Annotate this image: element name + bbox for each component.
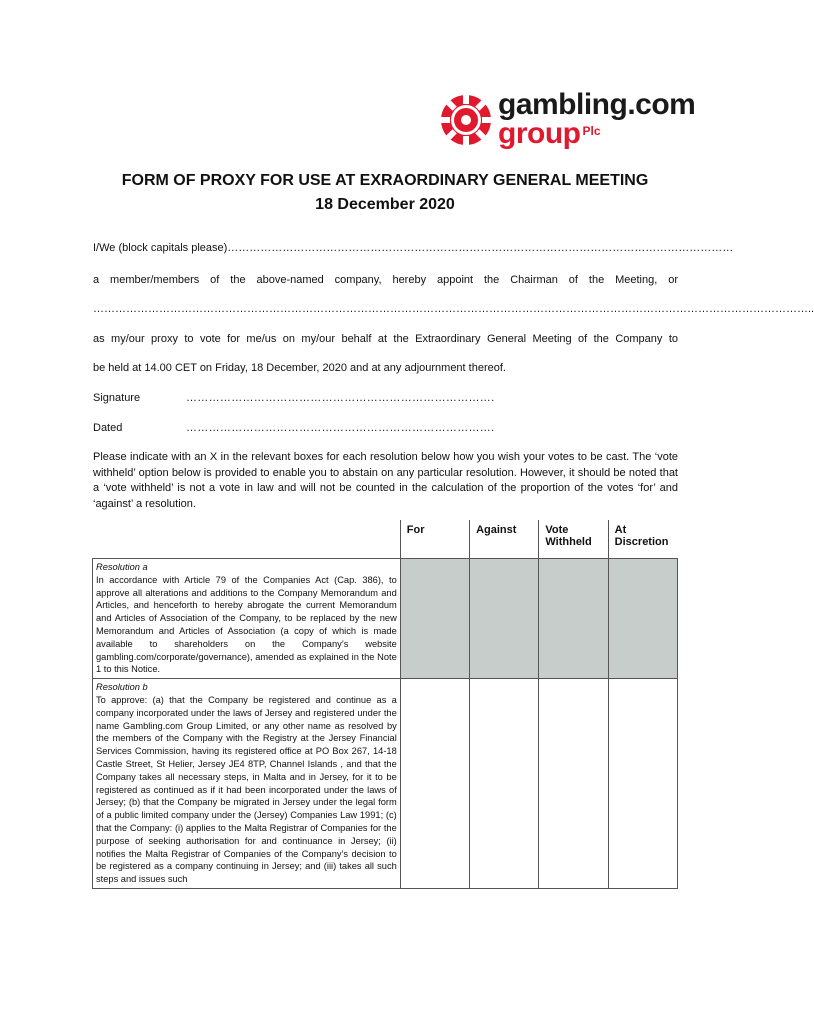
resolution-a-discretion-box[interactable] <box>608 559 677 679</box>
dated-label: Dated <box>93 422 123 434</box>
company-logo <box>440 88 696 150</box>
resolution-a-text: In accordance with Article 79 of the Companies Act (Cap. 386), to approve all alterations and additions to the Company Memorandum and Articles, and henceforth to hereby abrogate the current Memorandum and Articles of Association of the Company, to be replaced by the new Memorandum and Articles of Association (a copy of which is made available to shareholders on the Company’s website gambling.com/corporate/governance), amended as explained in the Note 1 to this Notice. <box>96 574 397 675</box>
table-row <box>93 559 678 679</box>
logo-suffix: Plc <box>582 124 601 138</box>
table-row <box>93 679 678 889</box>
name-field-line[interactable]: I/We (block capitals please)………………………………………………………………………………………………………………………… <box>93 242 734 254</box>
table-header-row <box>93 520 678 559</box>
proxy-text-1: as my/our proxy to vote for me/us on my/our behalf at the Extraordinary General Meeting of the Company to <box>93 333 678 345</box>
header-discretion-line-1: At <box>614 524 627 536</box>
resolution-b-discretion-box[interactable] <box>608 679 677 889</box>
form-title: FORM OF PROXY FOR USE AT EXRAORDINARY GENERAL MEETING <box>121 172 649 189</box>
header-against: Against <box>470 520 539 559</box>
resolution-a-against-box[interactable] <box>470 559 539 679</box>
header-resolution <box>93 520 401 559</box>
resolution-a-for-box[interactable] <box>400 559 469 679</box>
resolution-b-cell <box>93 679 401 889</box>
resolution-a-cell <box>93 559 401 679</box>
header-discretion-line-2: Discretion <box>614 536 669 548</box>
dated-field[interactable]: ………………………………………………………………………. <box>186 422 495 434</box>
appoint-text: a member/members of the above-named company, hereby appoint the Chairman of the Meeting, or <box>93 274 678 286</box>
resolutions-table <box>92 520 678 889</box>
header-vote-withheld <box>539 520 608 559</box>
header-for: For <box>400 520 469 559</box>
signature-label: Signature <box>93 392 141 404</box>
meeting-date: 18 December 2020 <box>315 196 455 213</box>
chip-logo-icon <box>440 94 492 146</box>
voting-instructions: Please indicate with an X in the relevant boxes for each resolution below how you wish your votes to be cast. The ‘vote withheld’ option below is provided to enable you to abstain on any particular resolution. However, it should be noted that a ‘vote withheld’ is not a vote in law and will not be counted in the calculation of the proportion of the votes ‘for’ and ‘against’ a resolution. <box>93 451 678 510</box>
logo-line-2: group <box>498 117 581 150</box>
proxy-name-field-line[interactable]: …………………………………………………………………………………………………………………………………………………………………………….. <box>93 303 814 315</box>
header-at-discretion <box>608 520 677 559</box>
resolution-a-withheld-box[interactable] <box>539 559 608 679</box>
header-withheld-line-2: Withheld <box>545 536 592 548</box>
logo-line-1: gambling.com <box>498 88 696 121</box>
signature-field[interactable]: ………………………………………………………………………. <box>186 392 495 404</box>
resolution-b-for-box[interactable] <box>400 679 469 889</box>
resolution-b-text: To approve: (a) that the Company be registered and continue as a company incorporated under the laws of Jersey and registered under the name Gambling.com Group Limited, or any other name as resolved by the members of the Company with the Registry at the Jersey Financial Services Commission, having its registered office at PO Box 267, 14-18 Castle Street, St Helier, Jersey JE4 8TP, Channel Islands , and that the Company takes all necessary steps, in Malta and in Jersey, for it to be registered as continued as if it had been incorporated under the laws of Jersey; (b) that the Company be migrated in Jersey under the legal form of a public limited company under the (Jersey) Companies Law 1991; (c) that the Company: (i) applies to the Malta Registrar of Companies for the purpose of seeking authorisation for and continuance in Jersey; (ii) notifies the Malta Registrar of Companies of the Company’s decision to be registered as a company continuing in Jersey; and (iii) takes all such steps and issues such <box>96 694 397 885</box>
logo-wordmark <box>498 90 695 148</box>
resolution-a-heading: Resolution a <box>96 562 148 572</box>
header-withheld-line-1: Vote <box>545 524 569 536</box>
resolution-b-against-box[interactable] <box>470 679 539 889</box>
resolution-b-withheld-box[interactable] <box>539 679 608 889</box>
proxy-text-2: be held at 14.00 CET on Friday, 18 December, 2020 and at any adjournment thereof. <box>93 362 506 374</box>
resolution-b-heading: Resolution b <box>96 682 148 693</box>
